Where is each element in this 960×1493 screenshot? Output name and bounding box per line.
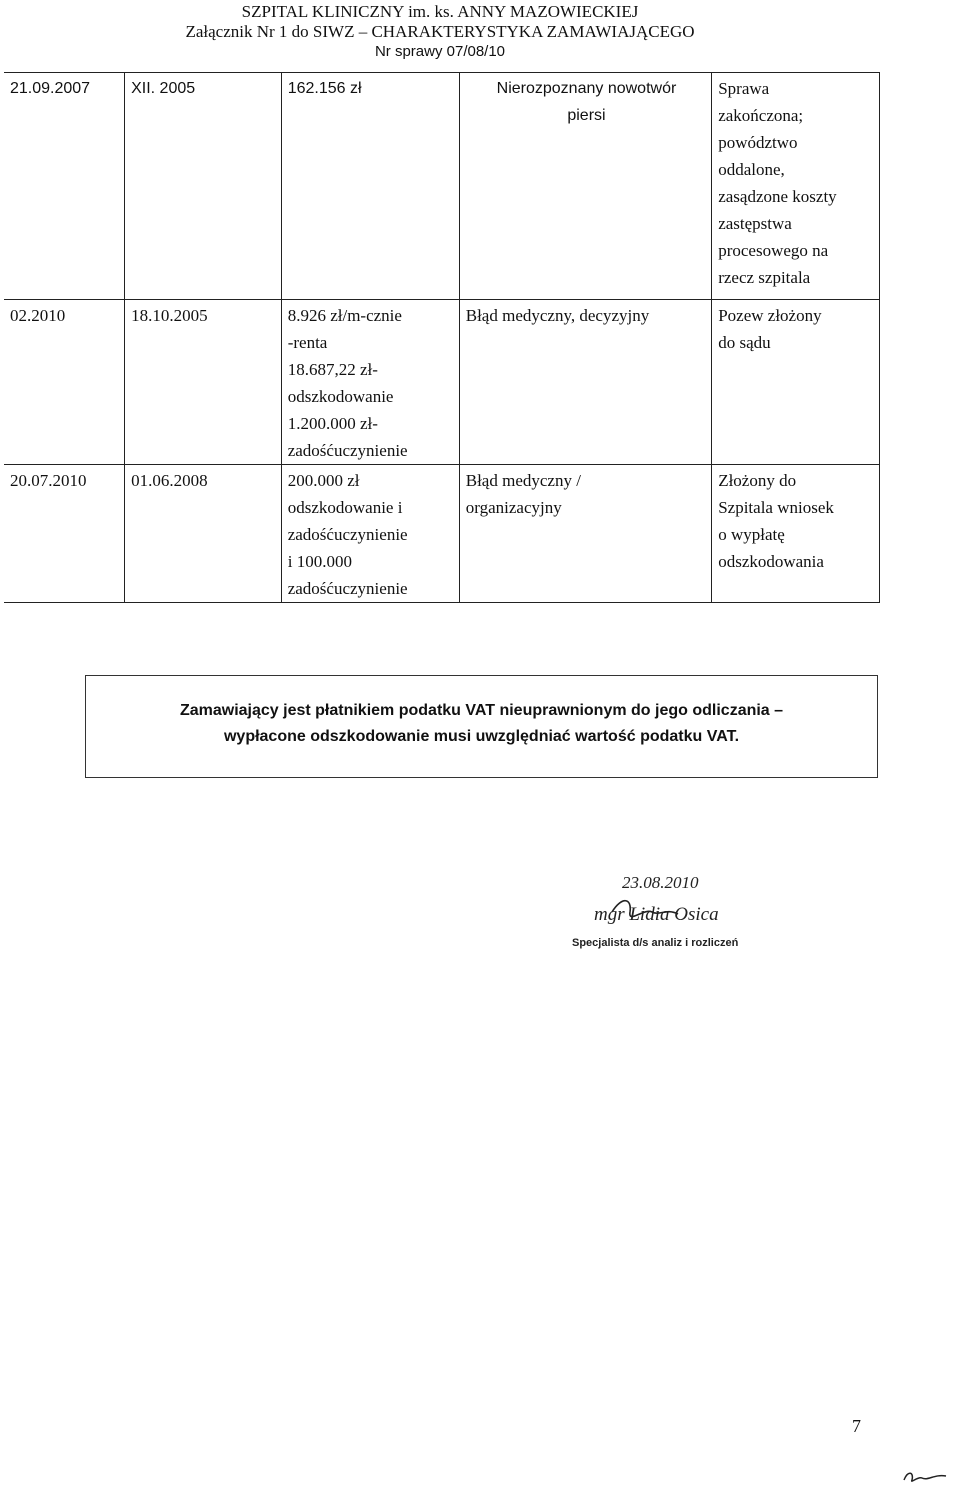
cases-table: [4, 72, 880, 603]
table-row: [4, 73, 880, 300]
initials-mark: [900, 1466, 950, 1486]
case-number: Nr sprawy 07/08/10: [374, 43, 506, 60]
table-cell: 21.09.2007: [4, 73, 125, 300]
signature-name: mgr Lidia Osica: [594, 904, 719, 925]
document-header: [0, 2, 880, 62]
table-row: [4, 465, 880, 603]
hospital-name: SZPITAL KLINICZNY im. ks. ANNY MAZOWIECKIEJ: [241, 2, 639, 21]
table-cell: Błąd medyczny / organizacyjny: [459, 465, 711, 603]
signature-stamp: [560, 862, 800, 962]
table-cell: Pozew złożony do sądu: [712, 300, 880, 465]
page-number: 7: [852, 1416, 861, 1436]
table-cell: 162.156 zł: [281, 73, 459, 300]
table-cell: Złożony do Szpitala wniosek o wypłatę odszkodowania: [712, 465, 880, 603]
vat-notice-box: [85, 675, 878, 778]
attachment-title: Załącznik Nr 1 do SIWZ – CHARAKTERYSTYKA ZAMAWIAJĄCEGO: [185, 22, 695, 41]
signature-title: Specjalista d/s analiz i rozliczeń: [572, 937, 739, 949]
table-cell: Sprawa zakończona; powództwo oddalone, zasądzone koszty zastępstwa procesowego na rzecz szpitala: [712, 73, 880, 300]
table-row: [4, 300, 880, 465]
table-cell: 02.2010: [4, 300, 125, 465]
vat-notice-line: wypłacone odszkodowanie musi uwzględniać wartość podatku VAT.: [223, 728, 740, 745]
table-cell: Nierozpoznany nowotwór piersi: [459, 73, 711, 300]
table-cell: 8.926 zł/m-cznie -renta 18.687,22 zł- odszkodowanie 1.200.000 zł- zadośćuczynienie: [281, 300, 459, 465]
table-cell: 200.000 zł odszkodowanie i zadośćuczynienie i 100.000 zadośćuczynienie: [281, 465, 459, 603]
table-cell: 01.06.2008: [125, 465, 282, 603]
table-cell: Błąd medyczny, decyzyjny: [459, 300, 711, 465]
signature-date: 23.08.2010: [622, 873, 699, 892]
table-cell: 18.10.2005: [125, 300, 282, 465]
table-cell: 20.07.2010: [4, 465, 125, 603]
table-cell: XII. 2005: [125, 73, 282, 300]
vat-notice-line: Zamawiający jest płatnikiem podatku VAT nieuprawnionym do jego odliczania –: [179, 702, 784, 719]
